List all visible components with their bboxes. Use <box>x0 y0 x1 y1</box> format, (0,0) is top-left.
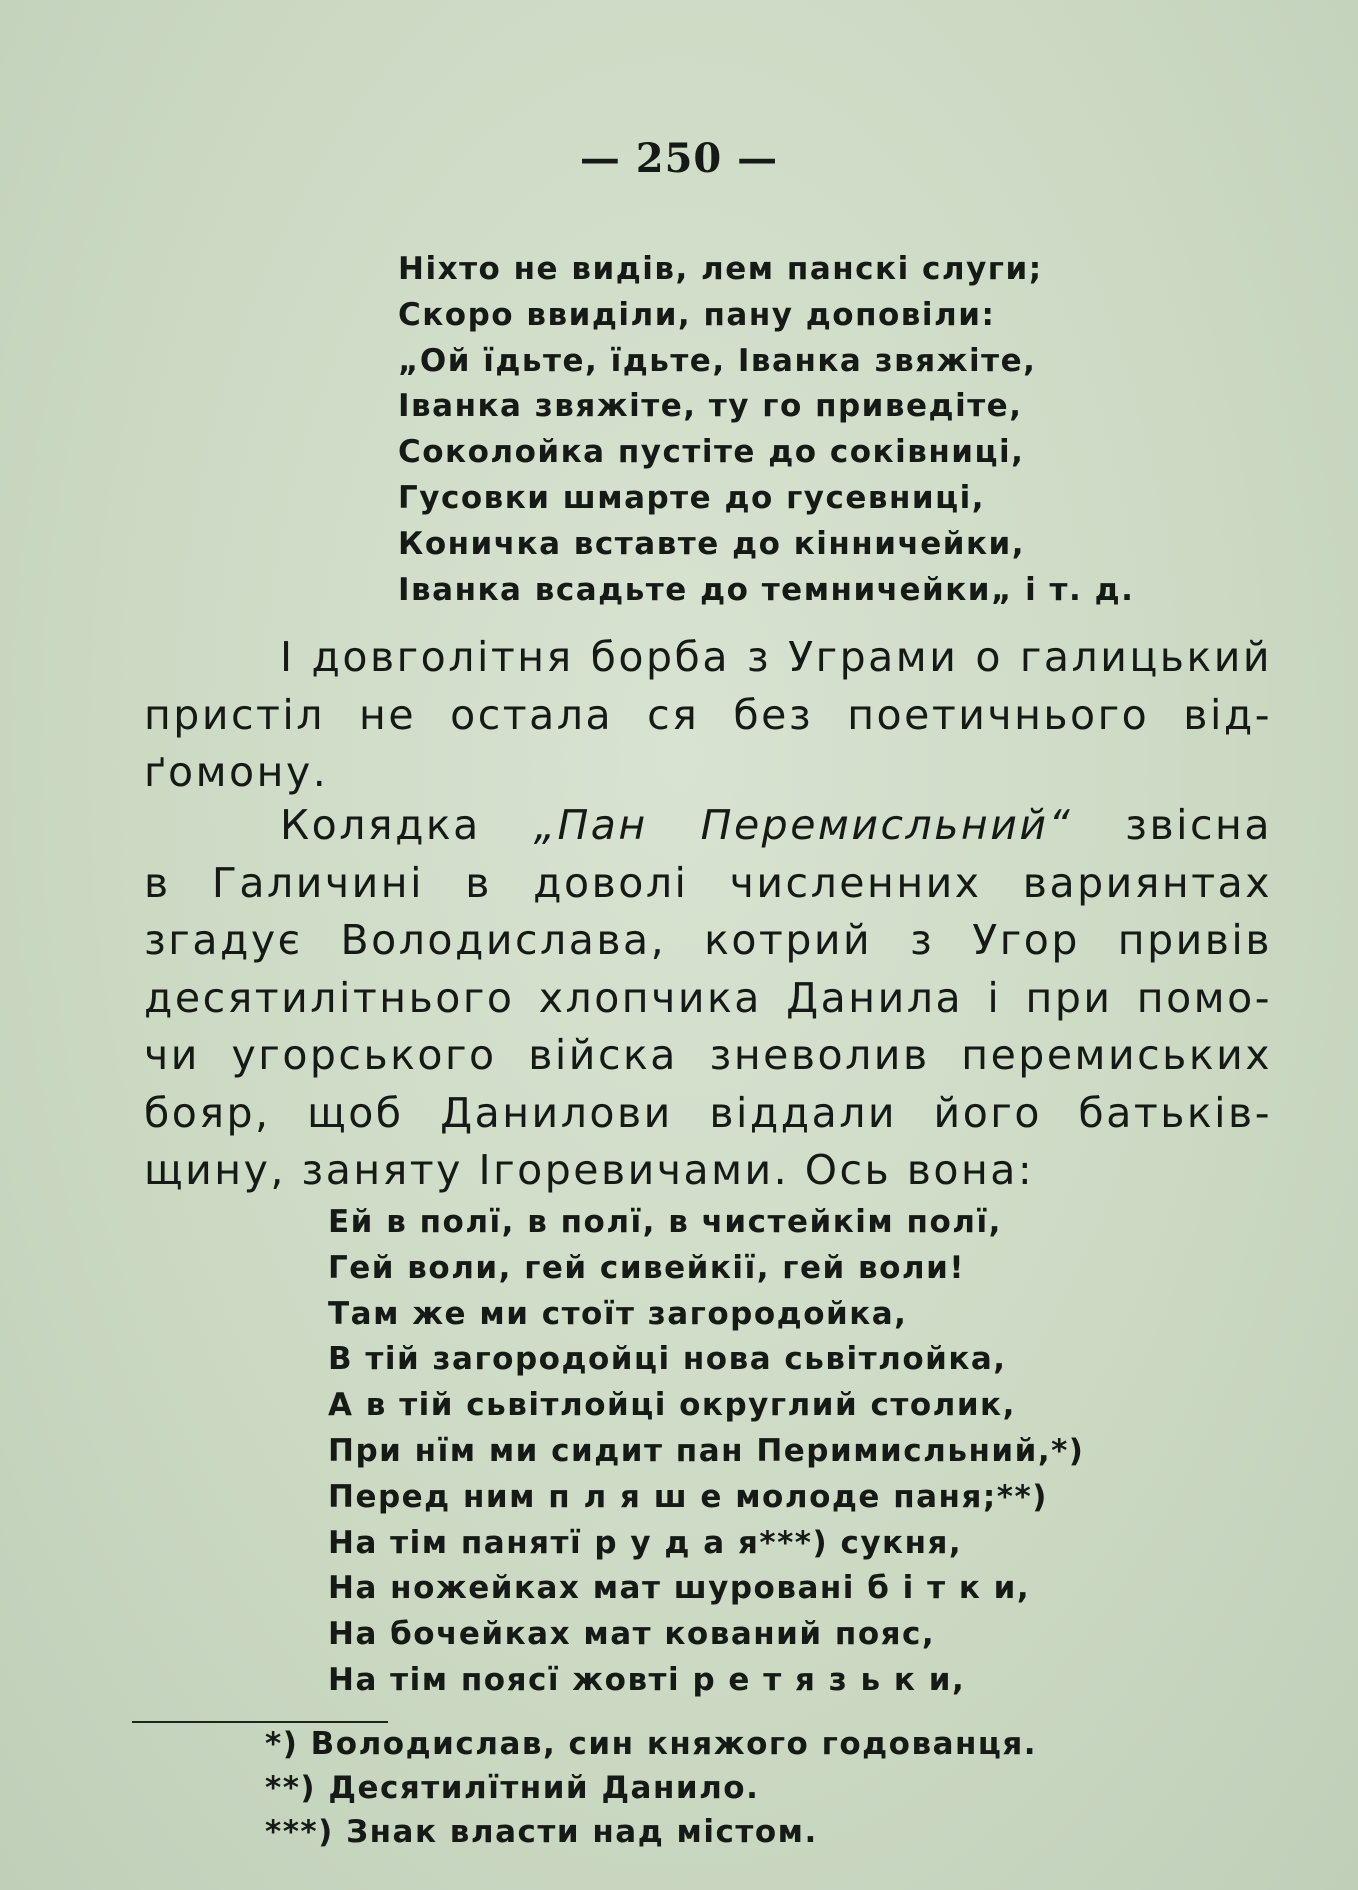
prose-line: І довголітня борба з Уграми о галицький <box>280 633 1272 681</box>
verse-line: „Ой їдьте, їдьте, Іванка звяжіте, <box>398 342 1037 379</box>
verse-line: А в тій сьвітлойці округлий столик, <box>328 1387 1016 1424</box>
prose-line: десятилітнього хлопчика Данила і при помо- <box>144 973 1272 1022</box>
verse-block-2 <box>328 1200 1084 1704</box>
carol-title: „Пан Перемисльний“ <box>533 801 1073 849</box>
footnote: ***) Знак власти над містом. <box>265 1814 818 1850</box>
verse-line: Перед ним п л я ш е молоде паня;**) <box>328 1478 1048 1515</box>
verse-line: На бочейках мат кований пояс, <box>328 1616 936 1653</box>
paragraph-1 <box>144 629 1272 802</box>
footnote: *) Володислав, син княжого годованця. <box>265 1726 1038 1762</box>
verse-block-1 <box>398 247 1134 613</box>
page-number: — 250 — <box>579 135 779 182</box>
footnote: **) Десятилїтний Данило. <box>265 1770 760 1806</box>
prose-line: ґомону. <box>144 748 329 796</box>
prose-line-first <box>144 797 1272 855</box>
verse-line: Іванка звяжіте, ту го приведіте, <box>398 388 1023 425</box>
prose-line: пристіл не остала ся без поетичнього від- <box>144 690 1272 739</box>
verse-line: На тім поясї жовті р е т я з ь к и, <box>328 1661 966 1698</box>
verse-line: Гусовки шмарте до гусевниці, <box>398 479 986 516</box>
paragraph-lead-end: звісна <box>1125 801 1272 849</box>
verse-line: Ей в полї, в полї, в чистейкім полї, <box>328 1204 1002 1240</box>
verse-line: На тім панятї р у д а я***) сукня, <box>328 1524 963 1561</box>
verse-line: Коничка вставте до кінничейки, <box>398 525 1026 562</box>
prose-line: в Галичині в доволі численних вариянтах <box>144 858 1272 907</box>
verse-line: Соколойка пустіте до соківниці, <box>398 434 1025 471</box>
paragraph-2 <box>144 797 1272 1200</box>
prose-line: чи угорського війска зневолив перемиських <box>144 1031 1272 1079</box>
prose-line: бояр, щоб Данилови віддали його батьків- <box>144 1088 1272 1137</box>
verse-line: При нїм ми сидит пан Перимисльний,*) <box>328 1432 1085 1469</box>
verse-line: Іванка всадьте до темничейки„ і т. д. <box>398 571 1135 608</box>
verse-line: В тій загородойці нова сьвітлойка, <box>328 1341 1007 1378</box>
prose-line: згадує Володислава, котрий з Угор привів <box>144 916 1272 964</box>
verse-line: Ніхто не видів, лем панскі слуги; <box>398 251 1043 287</box>
prose-line: щину, заняту Ігоревичами. Ось вона: <box>144 1146 1035 1194</box>
paragraph-lead: Колядка <box>280 801 481 849</box>
footnotes <box>265 1722 1037 1854</box>
verse-line: На ножейках мат шуровані б і т к и, <box>328 1570 1031 1607</box>
verse-line: Гей воли, гей сивейкії, гей воли! <box>328 1249 965 1286</box>
verse-line: Скоро ввиділи, пану доповіли: <box>398 296 996 333</box>
verse-line: Там же ми стоїт загородойка, <box>328 1295 908 1332</box>
